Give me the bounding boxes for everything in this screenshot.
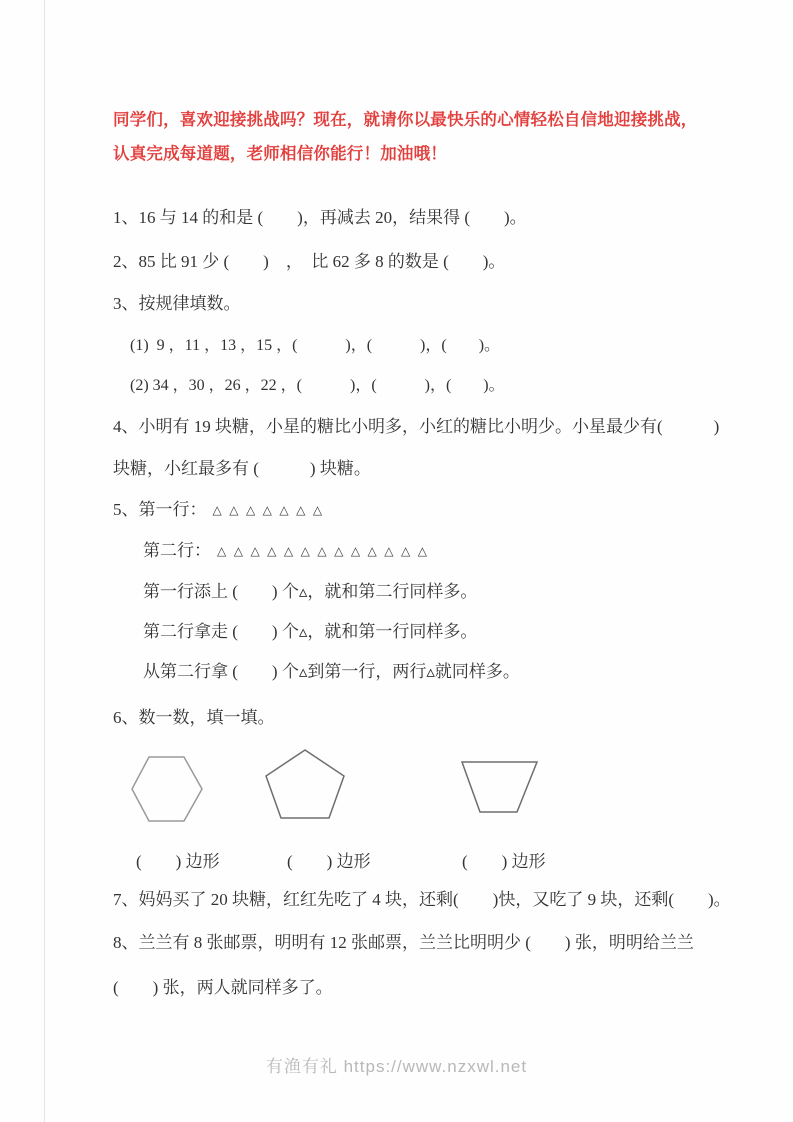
question-1: 1、16 与 14 的和是 ( )，再减去 20，结果得 ( )。 xyxy=(113,208,527,227)
footer-watermark: 有渔有礼 https://www.nzxwl.net xyxy=(265,1057,528,1076)
row-1-label: 5、第一行： xyxy=(113,500,207,519)
question-3-item-1: (1) 9 ，11 ，13 ，15 ，( )，( )，( )。 xyxy=(130,337,501,354)
hexagon-shape xyxy=(131,756,203,822)
question-6-title: 6、数一数，填一填。 xyxy=(113,708,275,727)
row-2-label: 第二行： xyxy=(143,541,211,560)
question-5-line-add: 第一行添上 ( ) 个▵，就和第二行同样多。 xyxy=(143,582,478,601)
question-8-line-2: ( ) 张，两人就同样多了。 xyxy=(113,978,333,997)
row-2-triangle-icons: △△△△△△△△△△△△△ xyxy=(217,544,435,558)
question-8-line-1: 8、兰兰有 8 张邮票，明明有 12 张邮票，兰兰比明明少 ( ) 张，明明给兰兰 xyxy=(113,933,694,952)
question-5-row-1 xyxy=(113,498,330,522)
trapezoid-shape xyxy=(461,761,538,813)
question-2: 2、85 比 91 少 ( ) ， 比 62 多 8 的数是 ( )。 xyxy=(113,252,506,271)
question-3-title: 3、按规律填数。 xyxy=(113,294,241,313)
question-3-item-2: (2) 34 ，30 ，26 ，22 ，( )，( )，( )。 xyxy=(130,377,505,394)
question-5-line-move: 从第二行拿 ( ) 个▵到第一行，两行▵就同样多。 xyxy=(143,662,520,681)
intro-line-2: 认真完成每道题，老师相信你能行！加油哦！ xyxy=(113,145,447,163)
page-edge-line xyxy=(44,0,45,1122)
intro-line-1: 同学们，喜欢迎接挑战吗？现在，就请你以最快乐的心情轻松自信地迎接挑战， xyxy=(113,111,698,129)
question-5-line-take: 第二行拿走 ( ) 个▵，就和第一行同样多。 xyxy=(143,622,478,641)
shape-label-hexagon: ( ) 边形 xyxy=(136,852,220,871)
question-7: 7、妈妈买了 20 块糖，红红先吃了 4 块，还剩( )快，又吃了 9 块，还剩( )。 xyxy=(113,890,731,909)
shape-label-trapezoid: ( ) 边形 xyxy=(462,852,546,871)
question-4-line-2: 块糖，小红最多有 ( ) 块糖。 xyxy=(113,459,371,478)
question-4-line-1: 4、小明有 19 块糖，小星的糖比小明多，小红的糖比小明少。小星最少有( ) xyxy=(113,417,720,436)
pentagon-shape xyxy=(265,749,345,819)
question-5-row-2 xyxy=(143,539,434,563)
row-1-triangle-icons: △△△△△△△ xyxy=(212,503,330,517)
shape-label-pentagon: ( ) 边形 xyxy=(287,852,371,871)
